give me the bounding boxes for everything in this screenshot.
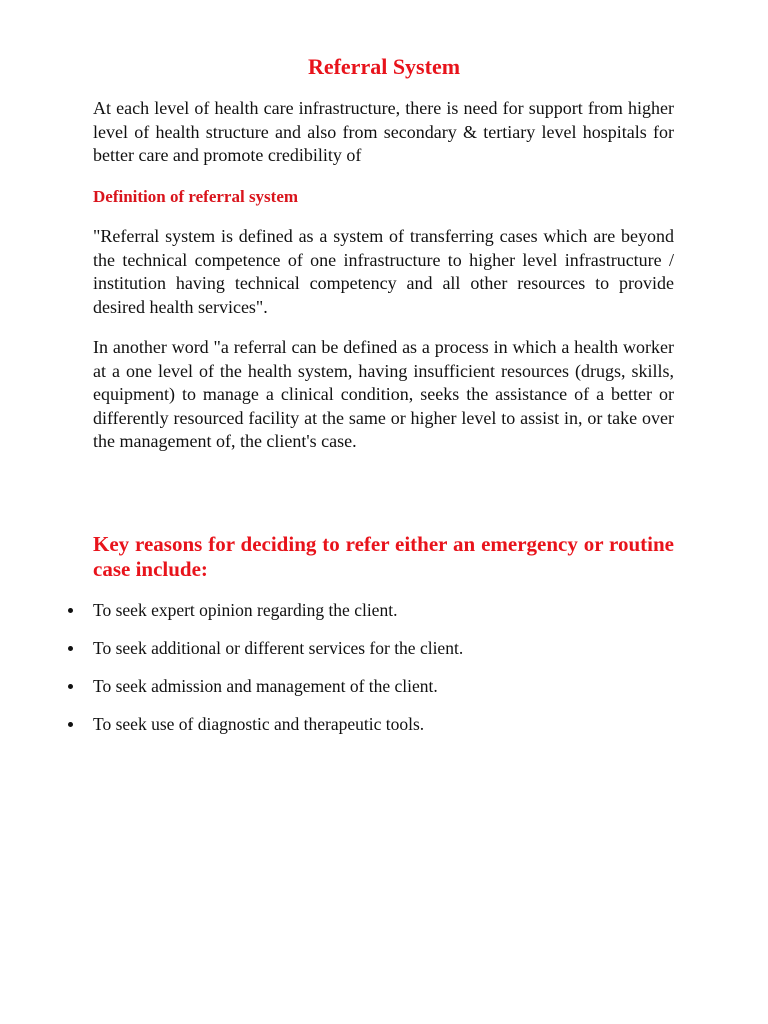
definition-heading: Definition of referral system [93,187,299,206]
bullet-icon [68,608,73,613]
reason-text: To seek use of diagnostic and therapeutic tools. [93,714,425,734]
reason-text: To seek expert opinion regarding the client. [93,600,398,620]
reason-text: To seek admission and management of the client. [93,676,438,696]
bullet-icon [68,646,73,651]
key-reasons-heading: Key reasons for deciding to refer either an emergency or routine case include: [93,532,674,581]
another-definition-paragraph: In another word "a referral can be defined as a process in which a health worker at a one level of the health system, having insufficient resources (drugs, skills, equipment) to manage a clinical condition, seeks the assistance of a better or differently resourced facility at the same or higher level to assist in, or take over the management of, the client's case. [93,337,674,451]
list-item [0,712,768,750]
list-item [0,598,768,636]
bullet-icon [68,722,73,727]
intro-paragraph: At each level of health care infrastructure, there is need for support from higher level of health structure and also from secondary & tertiary level hospitals for better care and promote credibility of [93,98,674,165]
definition-paragraph: "Referral system is defined as a system of transferring cases which are beyond the technical competence of one infrastructure to higher level infrastructure / institution having technical competency and all other resources to provide desired health services". [93,226,674,317]
reasons-list [0,598,768,750]
page-title: Referral System [307,54,461,79]
list-item [0,636,768,674]
reason-text: To seek additional or different services for the client. [93,638,464,658]
list-item [0,674,768,712]
bullet-icon [68,684,73,689]
